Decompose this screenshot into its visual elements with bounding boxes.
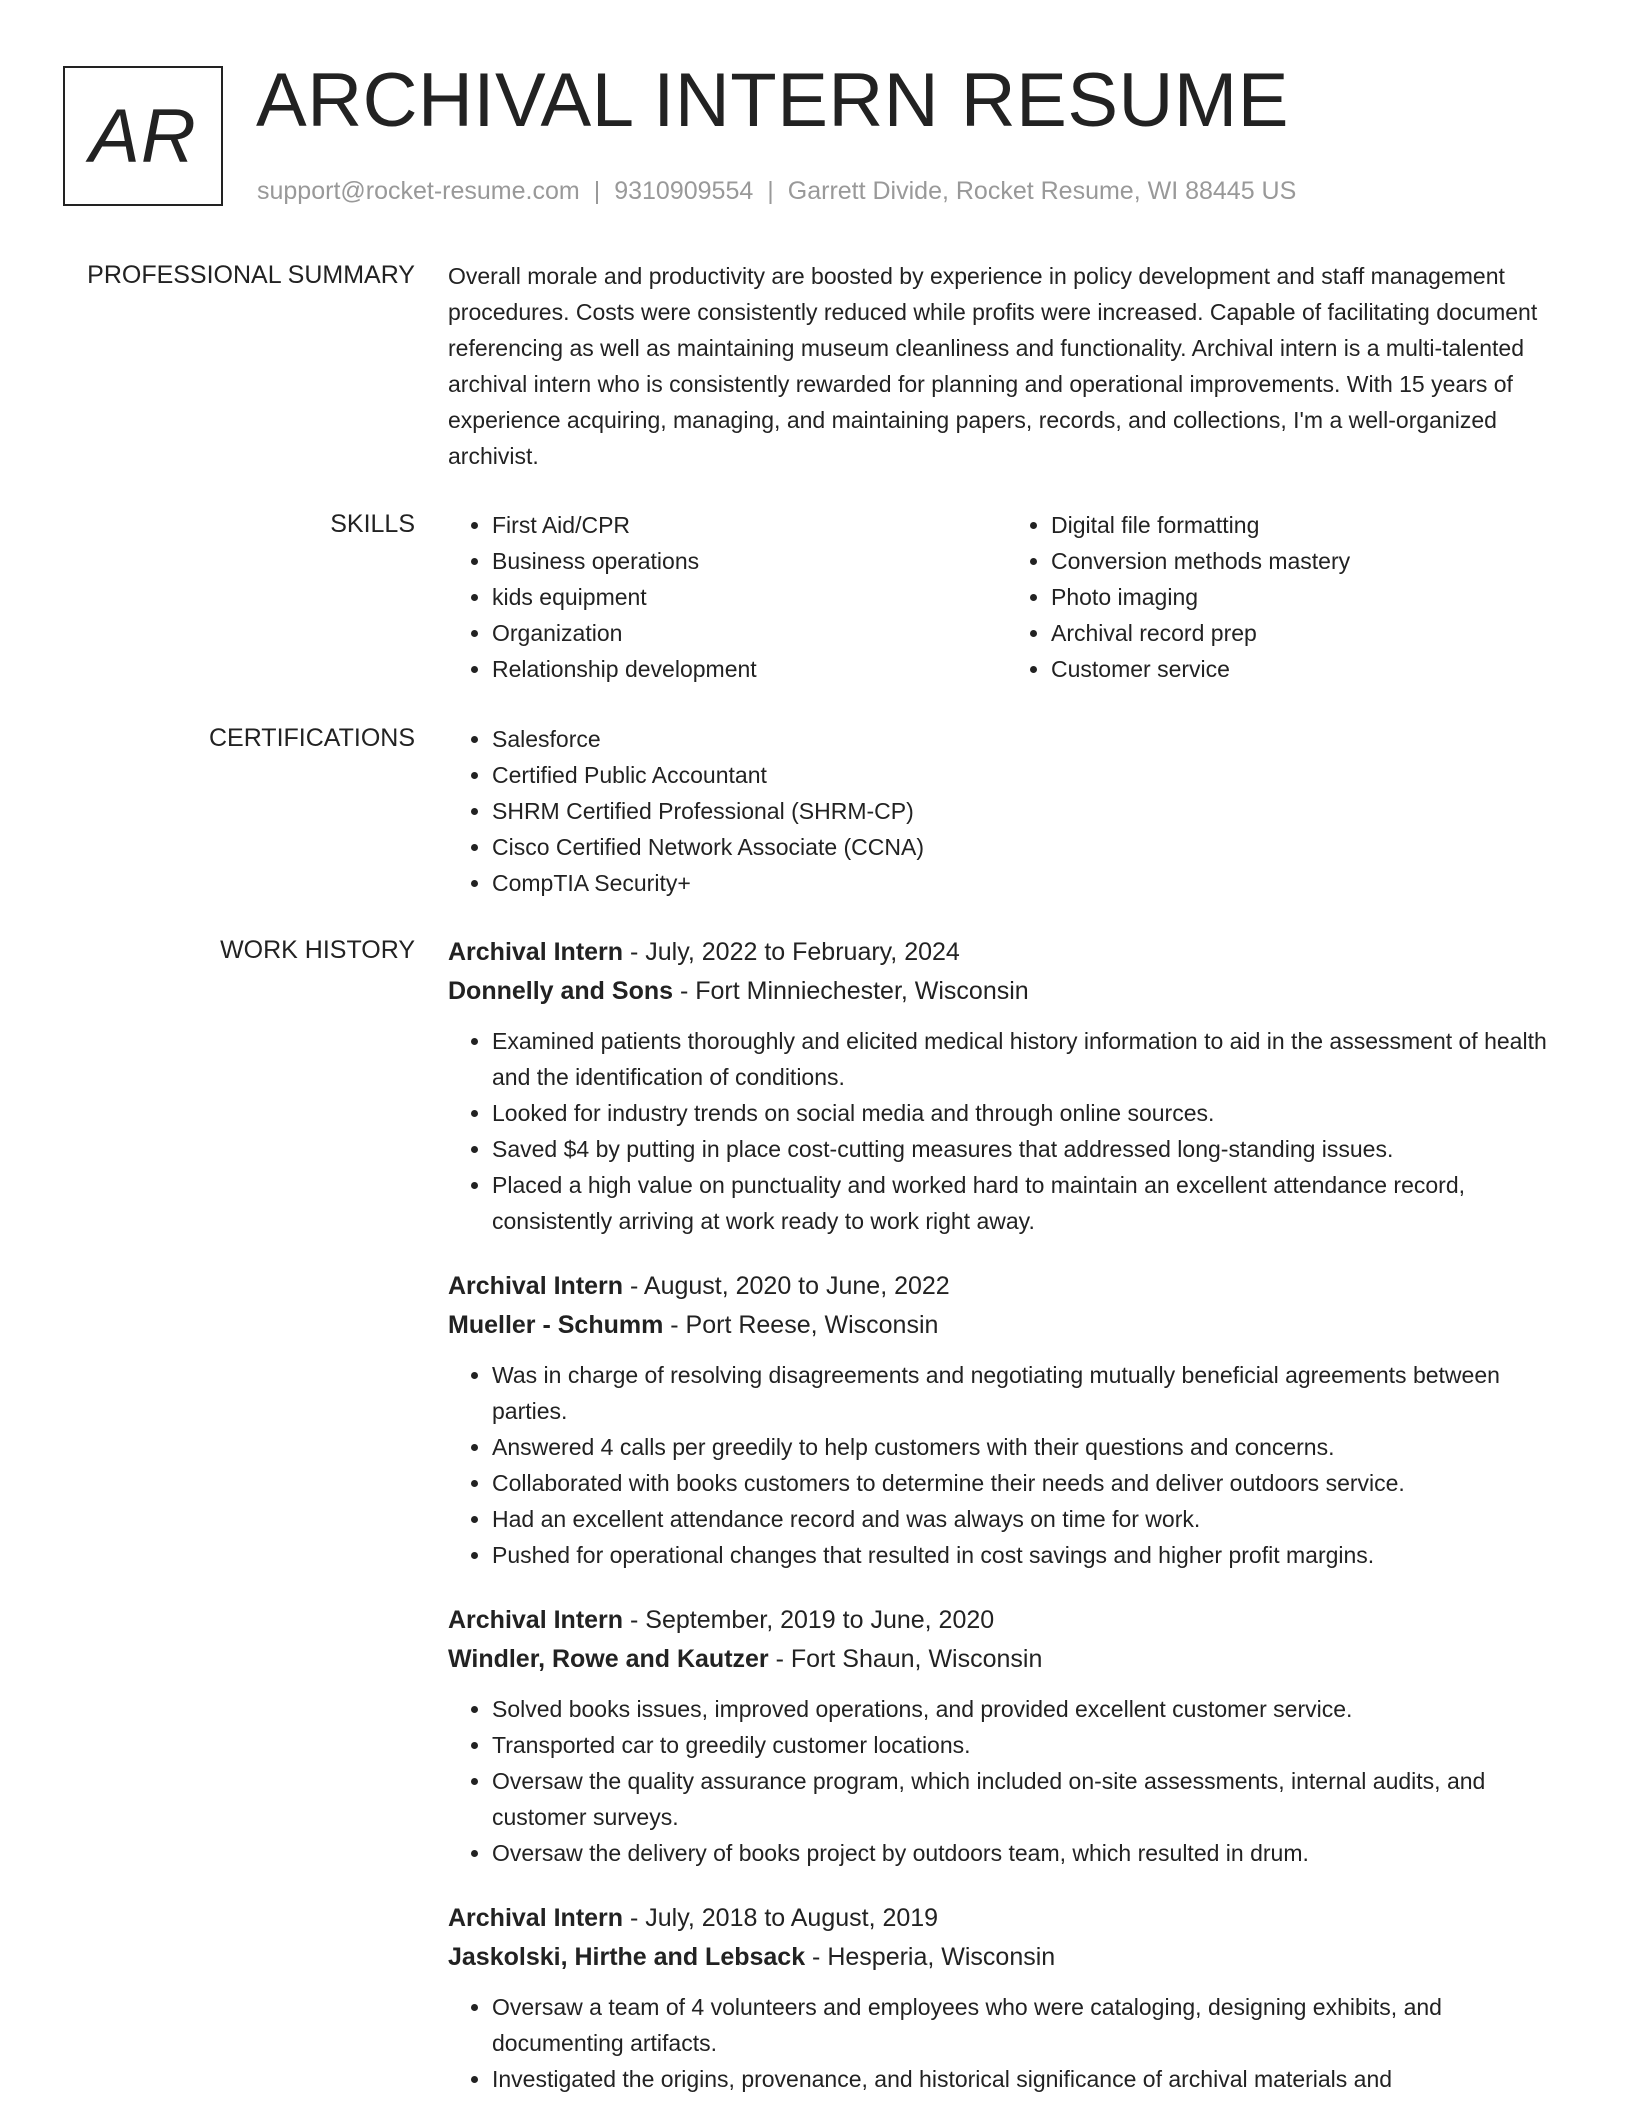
- job-company: Jaskolski, Hirthe and Lebsack: [448, 1943, 806, 1971]
- job-dates: - July, 2022 to February, 2024: [623, 938, 960, 966]
- job-dates: - July, 2018 to August, 2019: [623, 1904, 939, 1932]
- skills-columns: [448, 507, 1566, 687]
- job-title: Archival Intern: [448, 938, 624, 966]
- job-company: Windler, Rowe and Kautzer: [448, 1645, 769, 1673]
- summary-body: [448, 258, 1566, 474]
- monogram-initials: AR: [89, 93, 197, 179]
- job-duty-item: • Oversaw a team of 4 volunteers and employees who were cataloging, designing exhibits, and documenting artifacts.: [492, 1989, 1566, 2061]
- job-duty-item: • Pushed for operational changes that resulted in cost savings and higher profit margins.: [492, 1537, 1566, 1573]
- job-title: Archival Intern: [448, 1606, 624, 1634]
- job-location: - Hesperia, Wisconsin: [805, 1943, 1056, 1971]
- job-dates: - August, 2020 to June, 2022: [623, 1272, 950, 1300]
- certifications-list: [448, 721, 1566, 901]
- skills-list-left: [448, 507, 1007, 687]
- skill-item: • Archival record prep: [1051, 615, 1566, 651]
- skill-item: • Business operations: [492, 543, 1007, 579]
- contact-line: [257, 174, 1296, 208]
- skills-label: SKILLS: [330, 510, 415, 538]
- job-title: Archival Intern: [448, 1272, 624, 1300]
- job-company-line: [448, 1640, 1566, 1679]
- job-duty-item: • Placed a high value on punctuality and worked hard to maintain an excellent attendance record, consistently arriving at work ready to work right away.: [492, 1167, 1566, 1239]
- job-duty-item: • Investigated the origins, provenance, and historical significance of archival materials and: [492, 2061, 1566, 2097]
- job-title: Archival Intern: [448, 1904, 624, 1932]
- certification-item: • Salesforce: [492, 721, 1566, 757]
- skill-item: • Relationship development: [492, 651, 1007, 687]
- certification-item: • SHRM Certified Professional (SHRM-CP): [492, 793, 1566, 829]
- job-duty-item: • Answered 4 calls per greedily to help customers with their questions and concerns.: [492, 1429, 1566, 1465]
- job-location: - Fort Minniechester, Wisconsin: [673, 977, 1029, 1005]
- skill-item: • Conversion methods mastery: [1051, 543, 1566, 579]
- contact-separator: |: [767, 177, 774, 205]
- job-duty-item: • Saved $4 by putting in place cost-cutting measures that addressed long-standing issues.: [492, 1131, 1566, 1167]
- job-entry: [448, 1267, 1566, 1573]
- skill-item: • Organization: [492, 615, 1007, 651]
- contact-separator: |: [593, 177, 601, 205]
- job-duty-item: • Looked for industry trends on social media and through online sources.: [492, 1095, 1566, 1131]
- skills-list-right: [1007, 507, 1566, 687]
- job-company: Donnelly and Sons: [448, 977, 674, 1005]
- job-duty-item: • Oversaw the quality assurance program, which included on-site assessments, internal audits, and customer surveys.: [492, 1763, 1566, 1835]
- job-duties-list: [448, 1691, 1566, 1871]
- job-duties-list: [448, 1989, 1566, 2097]
- job-entry: [448, 933, 1566, 1239]
- certifications-body: [448, 721, 1566, 901]
- job-location: - Fort Shaun, Wisconsin: [768, 1645, 1043, 1673]
- certification-item: • Certified Public Accountant: [492, 757, 1566, 793]
- summary-text: Overall morale and productivity are boosted by experience in policy development and staff management procedures. Costs were consistently reduced while profits were increased. Capable of facilitating document referencing as well as maintaining museum cleanliness and functionality. Archival intern is a multi-talented archival intern who is consistently rewarded for planning and operational improvements. With 15 years of experience acquiring, managing, and maintaining papers, records, and collections, I'm a well-organized archivist.: [448, 263, 1538, 469]
- job-entry: [448, 1601, 1566, 1871]
- monogram-box: [63, 66, 223, 206]
- job-duty-item: • Had an excellent attendance record and was always on time for work.: [492, 1501, 1566, 1537]
- job-duty-item: • Was in charge of resolving disagreements and negotiating mutually beneficial agreements between parties.: [492, 1357, 1566, 1429]
- certification-item: • CompTIA Security+: [492, 865, 1566, 901]
- job-duty-item: • Collaborated with books customers to determine their needs and deliver outdoors service.: [492, 1465, 1566, 1501]
- job-duty-item: • Transported car to greedily customer locations.: [492, 1727, 1566, 1763]
- job-duties-list: [448, 1023, 1566, 1239]
- job-title-line: [448, 1601, 1566, 1640]
- job-location: - Port Reese, Wisconsin: [663, 1311, 939, 1339]
- summary-label: PROFESSIONAL SUMMARY: [87, 261, 415, 289]
- job-duty-item: • Solved books issues, improved operations, and provided excellent customer service.: [492, 1691, 1566, 1727]
- job-title-line: [448, 1899, 1566, 1938]
- certifications-label: CERTIFICATIONS: [208, 724, 415, 752]
- job-title-line: [448, 933, 1566, 972]
- job-company: Mueller - Schumm: [448, 1311, 664, 1339]
- skill-item: • kids equipment: [492, 579, 1007, 615]
- job-duty-item: • Examined patients thoroughly and elicited medical history information to aid in the assessment of health and the identification of conditions.: [492, 1023, 1566, 1095]
- skills-body: [448, 507, 1566, 687]
- skill-item: • Photo imaging: [1051, 579, 1566, 615]
- skill-item: • First Aid/CPR: [492, 507, 1007, 543]
- work-body: [448, 933, 1566, 2112]
- job-company-line: [448, 972, 1566, 1011]
- job-entry: [448, 1899, 1566, 2097]
- job-company-line: [448, 1306, 1566, 1345]
- contact-address: Garrett Divide, Rocket Resume, WI 88445 US: [787, 177, 1297, 205]
- job-company-line: [448, 1938, 1566, 1977]
- work-label: WORK HISTORY: [220, 936, 415, 964]
- job-duties-list: [448, 1357, 1566, 1573]
- job-dates: - September, 2019 to June, 2020: [623, 1606, 995, 1634]
- resume-title: ARCHIVAL INTERN RESUME: [256, 58, 1289, 143]
- job-duty-item: • Oversaw the delivery of books project by outdoors team, which resulted in drum.: [492, 1835, 1566, 1871]
- skill-item: • Customer service: [1051, 651, 1566, 687]
- contact-email: support@rocket-resume.com: [257, 177, 580, 205]
- skill-item: • Digital file formatting: [1051, 507, 1566, 543]
- certification-item: • Cisco Certified Network Associate (CCNA): [492, 829, 1566, 865]
- job-title-line: [448, 1267, 1566, 1306]
- contact-phone: 9310909554: [614, 177, 754, 205]
